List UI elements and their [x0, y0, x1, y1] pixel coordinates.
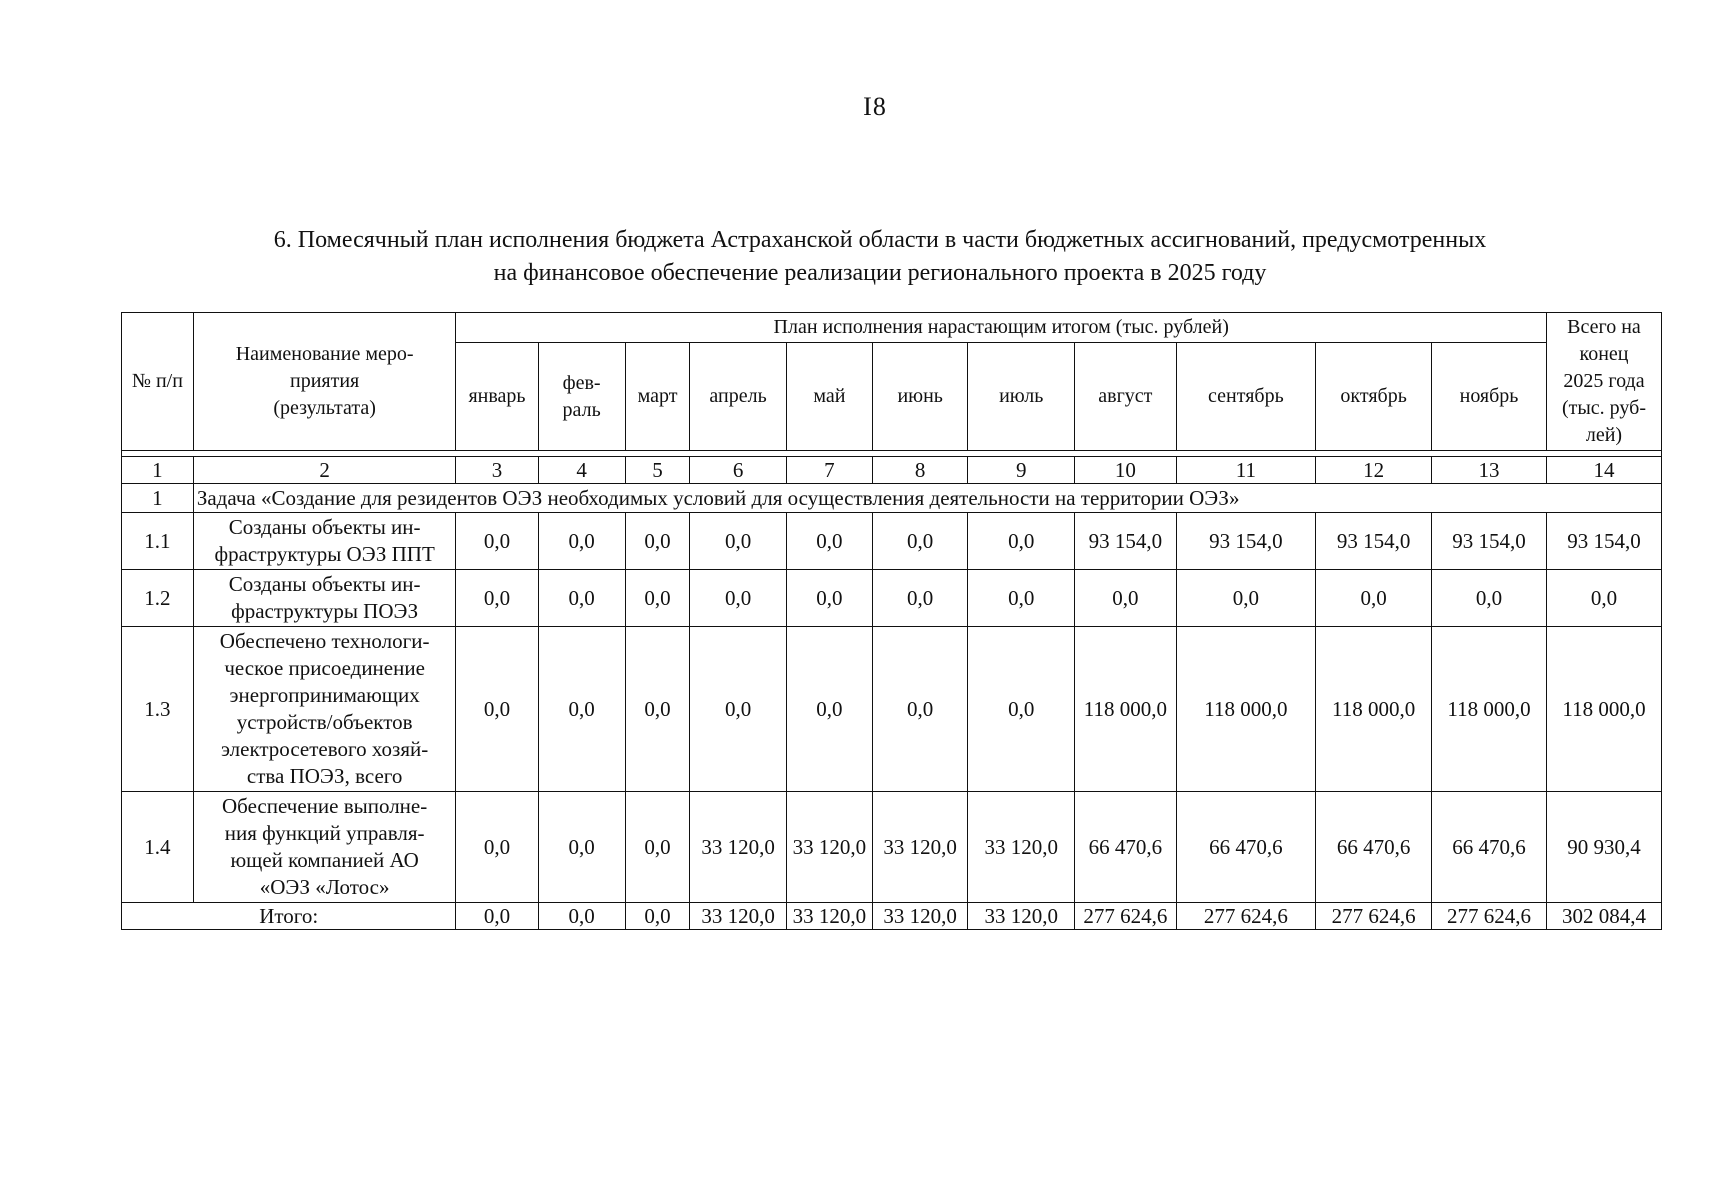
total-value: 277 624,6	[1176, 903, 1316, 930]
column-number: 4	[538, 457, 625, 484]
value-cell: 0,0	[625, 627, 690, 792]
value-cell: 0,0	[968, 570, 1075, 627]
header-name-line: приятия	[290, 370, 360, 392]
column-number: 12	[1316, 457, 1432, 484]
row-name-line: ческое присоединение	[224, 656, 425, 680]
value-cell: 0,0	[786, 513, 872, 570]
header-name-line: (результата)	[273, 397, 376, 419]
column-number: 5	[625, 457, 690, 484]
column-number: 2	[193, 457, 456, 484]
row-name-line: «ОЭЗ «Лотос»	[259, 875, 390, 899]
table-header-row	[122, 313, 1662, 343]
heading-line-2: на финансовое обеспечение реализации регионального проекта в 2025 году	[493, 260, 1267, 286]
value-cell: 118 000,0	[1546, 627, 1661, 792]
total-value: 302 084,4	[1546, 903, 1661, 930]
row-name-line: фраструктуры ОЭЗ ППТ	[214, 542, 435, 566]
value-cell: 0,0	[1316, 570, 1432, 627]
header-name-line: Наименование меро-	[235, 343, 414, 365]
column-numbers-row	[122, 457, 1662, 484]
table-row	[122, 570, 1662, 627]
row-name-line: Созданы объекты ин-	[228, 515, 421, 539]
task-row	[122, 484, 1662, 513]
value-cell: 33 120,0	[968, 792, 1075, 903]
page-number: I8	[863, 92, 887, 121]
header-month-june: июнь	[872, 343, 967, 451]
row-number: 1.4	[122, 792, 194, 903]
row-name-line: ства ПОЭЗ, всего	[246, 764, 403, 788]
row-name-line: устройств/объектов	[236, 710, 413, 734]
table-row	[122, 627, 1662, 792]
document-heading	[120, 224, 1640, 290]
value-cell: 0,0	[538, 513, 625, 570]
value-cell: 0,0	[968, 627, 1075, 792]
header-month-august: август	[1075, 343, 1177, 451]
total-value: 0,0	[456, 903, 538, 930]
total-value: 33 120,0	[690, 903, 786, 930]
column-number: 11	[1176, 457, 1316, 484]
header-month-january: январь	[456, 343, 538, 451]
column-number: 3	[456, 457, 538, 484]
header-month-february	[538, 343, 625, 451]
column-number: 14	[1546, 457, 1661, 484]
header-total-line: 2025 года	[1563, 370, 1645, 392]
value-cell: 0,0	[690, 513, 786, 570]
budget-plan-table	[121, 312, 1662, 930]
header-total-line: (тыс. руб-	[1561, 397, 1646, 419]
total-value: 0,0	[625, 903, 690, 930]
header-month-november: ноябрь	[1432, 343, 1547, 451]
row-number: 1.3	[122, 627, 194, 792]
value-cell: 0,0	[538, 570, 625, 627]
value-cell: 0,0	[456, 792, 538, 903]
value-cell: 33 120,0	[690, 792, 786, 903]
task-title: Задача «Создание для резидентов ОЭЗ необходимых условий для осуществления деятельности на территории ОЭЗ»	[193, 484, 1661, 513]
total-value: 33 120,0	[872, 903, 967, 930]
value-cell: 66 470,6	[1316, 792, 1432, 903]
row-name	[193, 792, 456, 903]
total-value: 277 624,6	[1075, 903, 1177, 930]
row-name-line: ния функций управля-	[224, 821, 425, 845]
value-cell: 118 000,0	[1075, 627, 1177, 792]
value-cell: 0,0	[625, 792, 690, 903]
table-row	[122, 792, 1662, 903]
header-month-line: раль	[562, 398, 601, 421]
value-cell: 118 000,0	[1316, 627, 1432, 792]
row-name-line: фраструктуры ПОЭЗ	[231, 599, 419, 623]
value-cell: 66 470,6	[1176, 792, 1316, 903]
value-cell: 33 120,0	[872, 792, 967, 903]
value-cell: 93 154,0	[1432, 513, 1547, 570]
row-number: 1.2	[122, 570, 194, 627]
total-row	[122, 903, 1662, 930]
column-number: 13	[1432, 457, 1547, 484]
header-month-may: май	[786, 343, 872, 451]
column-number: 7	[786, 457, 872, 484]
header-month-march: март	[625, 343, 690, 451]
table-row	[122, 513, 1662, 570]
value-cell: 0,0	[1546, 570, 1661, 627]
value-cell: 90 930,4	[1546, 792, 1661, 903]
value-cell: 118 000,0	[1176, 627, 1316, 792]
header-total-line: лей)	[1585, 424, 1623, 446]
column-number: 8	[872, 457, 967, 484]
value-cell: 0,0	[786, 570, 872, 627]
row-name	[193, 570, 456, 627]
row-name-line: энергопринимающих	[229, 683, 420, 707]
header-month-april: апрель	[690, 343, 786, 451]
value-cell: 0,0	[456, 627, 538, 792]
value-cell: 0,0	[625, 513, 690, 570]
value-cell: 0,0	[456, 513, 538, 570]
value-cell: 0,0	[538, 627, 625, 792]
header-name	[193, 313, 456, 451]
value-cell: 66 470,6	[1075, 792, 1177, 903]
value-cell: 0,0	[456, 570, 538, 627]
total-value: 277 624,6	[1432, 903, 1547, 930]
value-cell: 0,0	[538, 792, 625, 903]
task-number: 1	[122, 484, 194, 513]
header-month-september: сентябрь	[1176, 343, 1316, 451]
value-cell: 0,0	[690, 570, 786, 627]
row-name-line: Обеспечение выполне-	[222, 794, 428, 818]
column-number: 1	[122, 457, 194, 484]
row-number: 1.1	[122, 513, 194, 570]
value-cell: 0,0	[1176, 570, 1316, 627]
header-month-october: октябрь	[1316, 343, 1432, 451]
value-cell: 0,0	[968, 513, 1075, 570]
value-cell: 0,0	[872, 627, 967, 792]
value-cell: 0,0	[786, 627, 872, 792]
value-cell: 33 120,0	[786, 792, 872, 903]
row-name-line: Обеспечено технологи-	[219, 629, 430, 653]
total-label: Итого:	[122, 903, 456, 930]
header-month-line: фев-	[562, 371, 601, 394]
value-cell: 0,0	[872, 570, 967, 627]
value-cell: 0,0	[625, 570, 690, 627]
row-name	[193, 627, 456, 792]
value-cell: 93 154,0	[1075, 513, 1177, 570]
header-plan-group: План исполнения нарастающим итогом (тыс. рублей)	[456, 313, 1547, 343]
row-name	[193, 513, 456, 570]
column-number: 9	[968, 457, 1075, 484]
value-cell: 0,0	[1432, 570, 1547, 627]
value-cell: 93 154,0	[1316, 513, 1432, 570]
value-cell: 0,0	[1075, 570, 1177, 627]
value-cell: 93 154,0	[1176, 513, 1316, 570]
total-value: 0,0	[538, 903, 625, 930]
row-name-line: ющей компанией АО	[230, 848, 419, 872]
row-name-line: электросетевого хозяй-	[221, 737, 429, 761]
value-cell: 0,0	[872, 513, 967, 570]
total-value: 33 120,0	[968, 903, 1075, 930]
column-number: 10	[1075, 457, 1177, 484]
total-value: 277 624,6	[1316, 903, 1432, 930]
header-total-line: Всего на	[1567, 316, 1641, 338]
value-cell: 0,0	[690, 627, 786, 792]
row-name-line: Созданы объекты ин-	[228, 572, 421, 596]
value-cell: 118 000,0	[1432, 627, 1547, 792]
total-value: 33 120,0	[786, 903, 872, 930]
header-month-july: июль	[968, 343, 1075, 451]
header-total	[1546, 313, 1661, 451]
column-number: 6	[690, 457, 786, 484]
heading-line-1: 6. Помесячный план исполнения бюджета Астраханской области в части бюджетных ассигнований, предусмотренных	[273, 227, 1487, 253]
header-num: № п/п	[122, 313, 194, 451]
value-cell: 93 154,0	[1546, 513, 1661, 570]
value-cell: 66 470,6	[1432, 792, 1547, 903]
header-total-line: конец	[1579, 343, 1629, 365]
